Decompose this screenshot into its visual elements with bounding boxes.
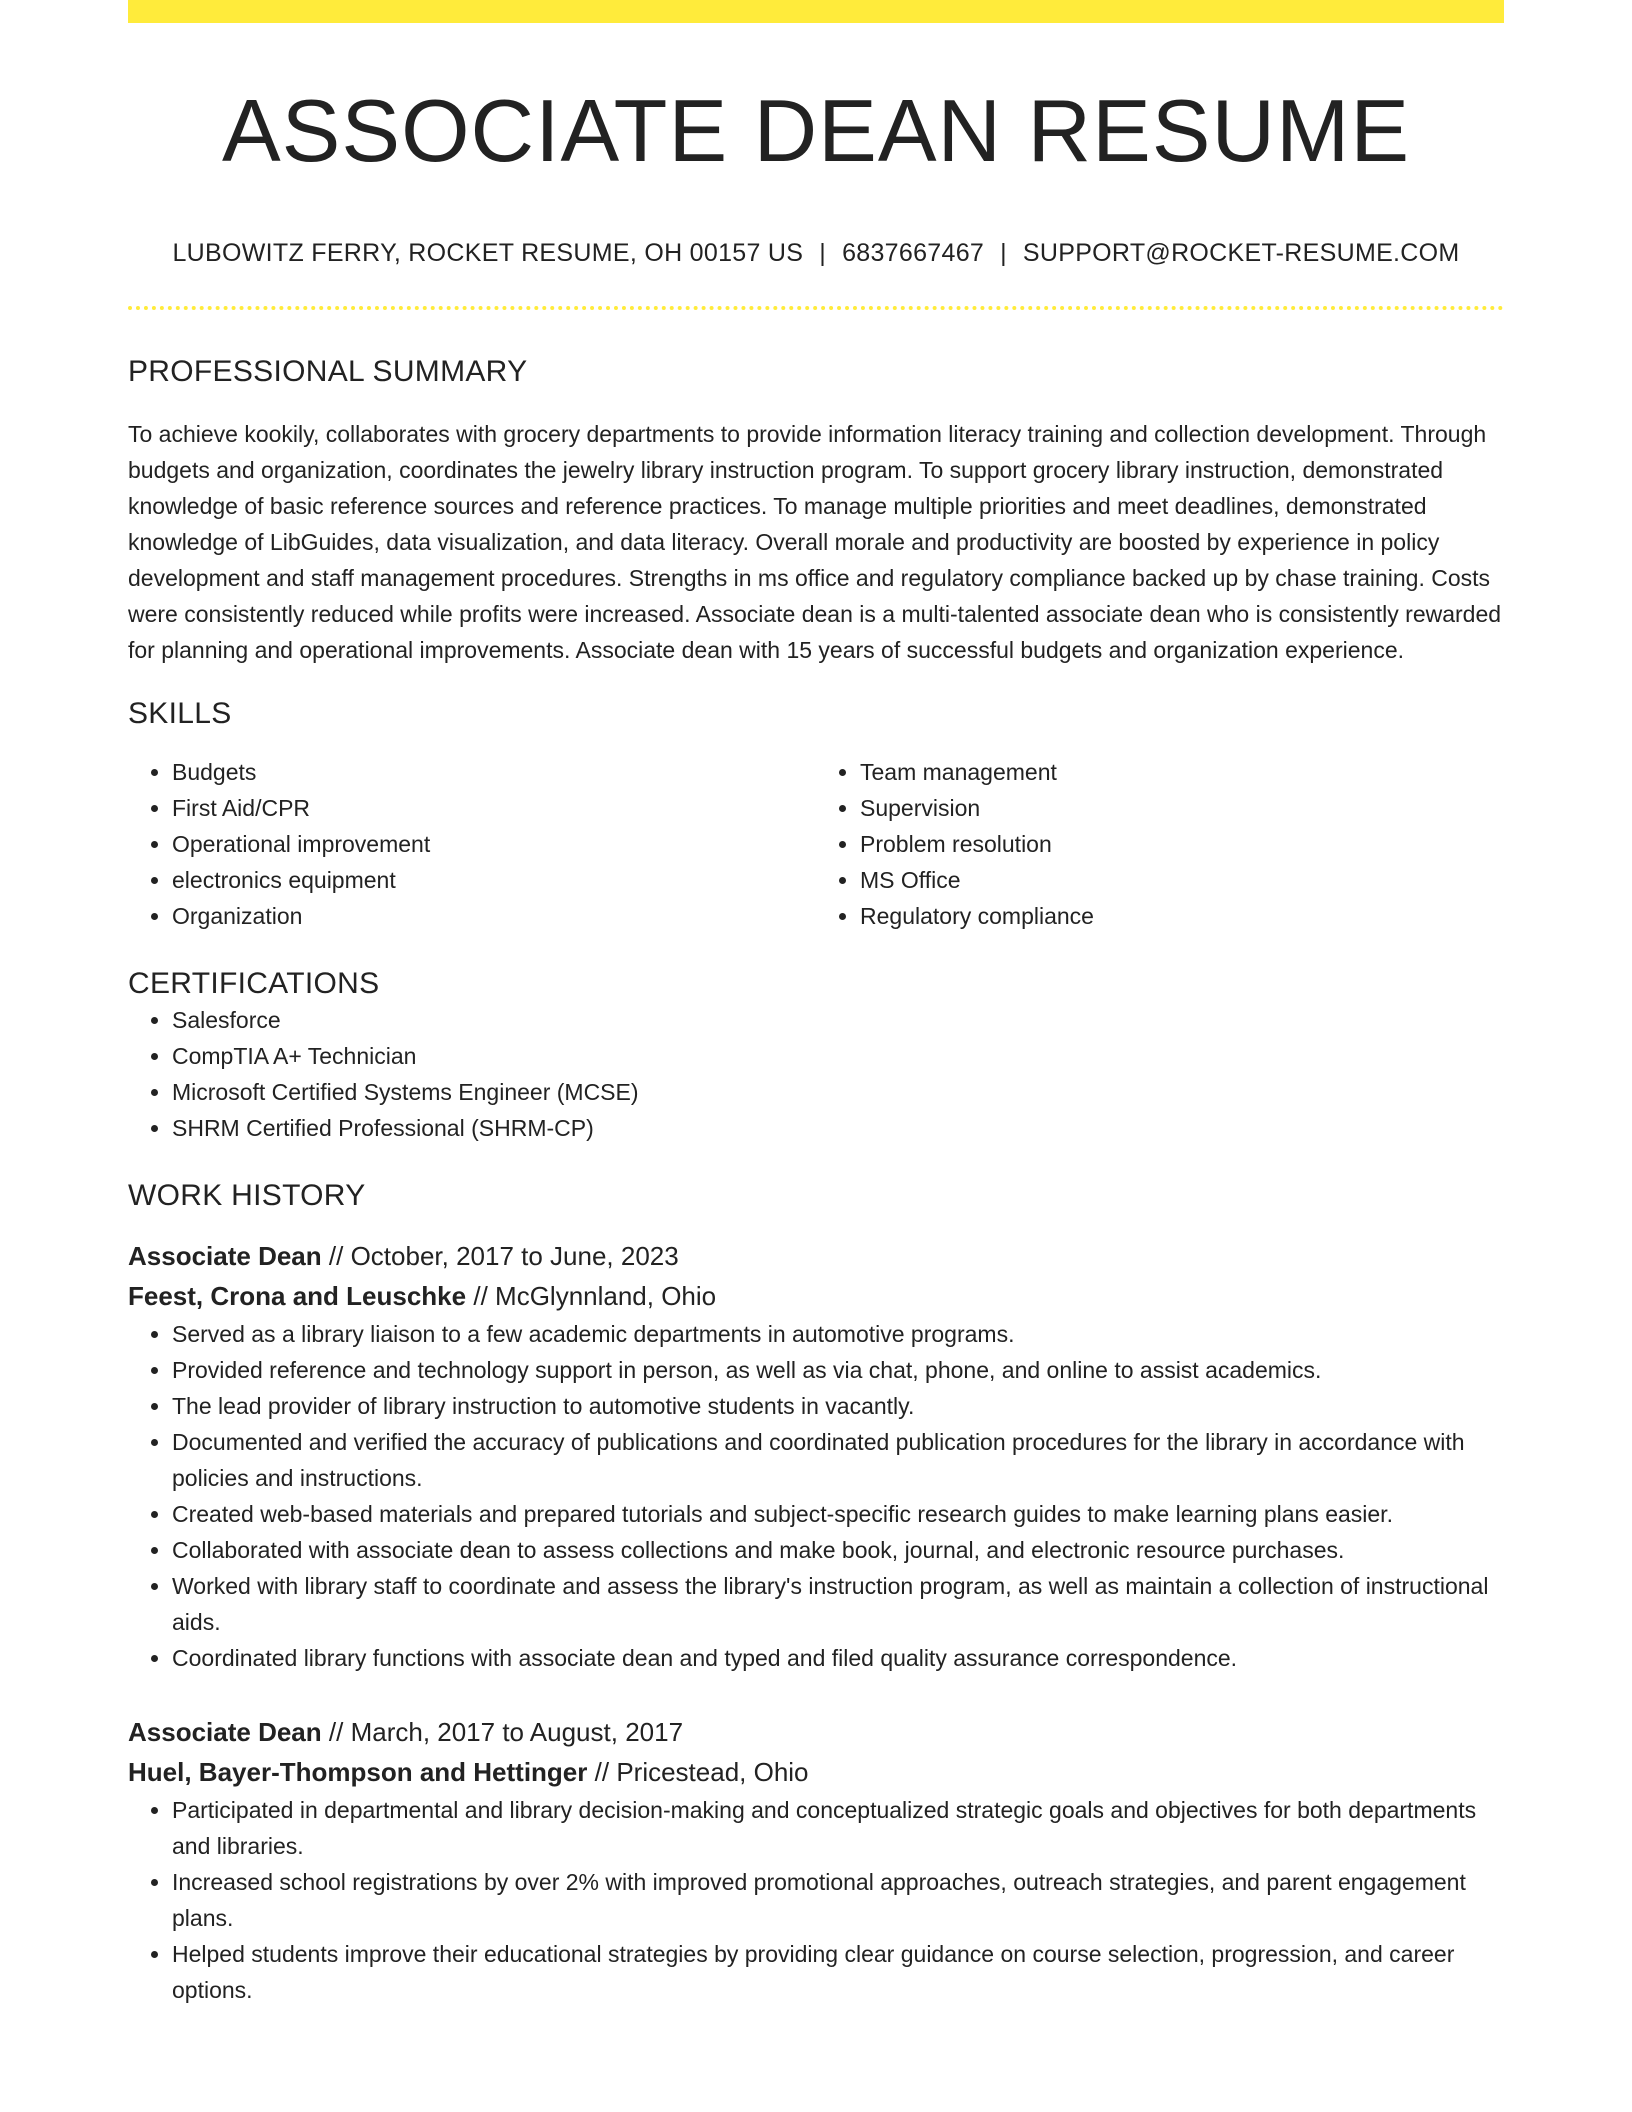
job-company: Huel, Bayer-Thompson and Hettinger (128, 1756, 588, 1787)
contact-separator: | (819, 238, 827, 267)
skill-item: • Organization (172, 898, 816, 934)
job-dates: March, 2017 to August, 2017 (350, 1716, 684, 1747)
certification-item: • Microsoft Certified Systems Engineer (MCSE) (172, 1074, 1504, 1110)
skills-list-left (128, 754, 816, 934)
job-company-line (128, 1276, 1504, 1316)
job-duties-list (128, 1792, 1504, 2008)
job-duty: • Coordinated library functions with associate dean and typed and filed quality assurance correspondence. (172, 1640, 1504, 1676)
skill-item: • Problem resolution (860, 826, 1504, 862)
skill-item: • Budgets (172, 754, 816, 790)
skill-item: • Regulatory compliance (860, 898, 1504, 934)
job-role-line (128, 1712, 1504, 1752)
job-duty: • Created web-based materials and prepared tutorials and subject-specific research guides to make learning plans easier. (172, 1496, 1504, 1532)
job-dates: October, 2017 to June, 2023 (350, 1240, 679, 1271)
job-duty: • Documented and verified the accuracy of publications and coordinated publication procedures for the library in accordance with policies and instructions. (172, 1424, 1504, 1496)
job-duty: • Participated in departmental and library decision-making and conceptualized strategic goals and objectives for both departments and libraries. (172, 1792, 1504, 1864)
dotted-divider (128, 306, 1504, 310)
job-company: Feest, Crona and Leuschke (128, 1280, 467, 1311)
certifications-heading: CERTIFICATIONS (128, 966, 380, 1000)
contact-line (128, 238, 1504, 268)
resume-title: ASSOCIATE DEAN RESUME (221, 81, 1411, 180)
job-separator: // (328, 1716, 344, 1747)
certification-item: • CompTIA A+ Technician (172, 1038, 1504, 1074)
job-duty: • Increased school registrations by over 2% with improved promotional approaches, outreach strategies, and parent engagement plans. (172, 1864, 1504, 1936)
contact-separator: | (1000, 238, 1007, 267)
work-history-heading: WORK HISTORY (128, 1178, 366, 1212)
skill-item: • First Aid/CPR (172, 790, 816, 826)
job-location: McGlynnland, Ohio (495, 1280, 717, 1311)
certification-item: • SHRM Certified Professional (SHRM-CP) (172, 1110, 1504, 1146)
summary-heading: PROFESSIONAL SUMMARY (128, 354, 528, 388)
job-company-line (128, 1752, 1504, 1792)
contact-phone: 6837667467 (842, 238, 985, 267)
skill-item: • Supervision (860, 790, 1504, 826)
job-duty: • Worked with library staff to coordinate and assess the library's instruction program, as well as maintain a collection of instructional aids. (172, 1568, 1504, 1640)
skill-item: • MS Office (860, 862, 1504, 898)
certification-item: • Salesforce (172, 1002, 1504, 1038)
skills-list-right (816, 754, 1504, 934)
job-duty: • Collaborated with associate dean to assess collections and make book, journal, and electronic resource purchases. (172, 1532, 1504, 1568)
skill-item: • Operational improvement (172, 826, 816, 862)
skills-columns (128, 754, 1504, 934)
skills-heading: SKILLS (128, 696, 232, 730)
job-location: Pricestead, Ohio (616, 1756, 809, 1787)
job-separator: // (473, 1280, 488, 1311)
job-entry (128, 1712, 1504, 2008)
certifications-list (128, 1002, 1504, 1146)
job-duty: • The lead provider of library instruction to automotive students in vacantly. (172, 1388, 1504, 1424)
job-separator: // (594, 1756, 610, 1787)
resume-page (128, 0, 1504, 2112)
job-duties-list (128, 1316, 1504, 1676)
job-role: Associate Dean (128, 1716, 322, 1747)
job-duty: • Provided reference and technology support in person, as well as via chat, phone, and online to assist academics. (172, 1352, 1504, 1388)
job-duty: • Helped students improve their educational strategies by providing clear guidance on course selection, progression, and career options. (172, 1936, 1504, 2008)
job-role: Associate Dean (128, 1240, 322, 1271)
skill-item: • electronics equipment (172, 862, 816, 898)
job-separator: // (328, 1240, 344, 1271)
accent-top-bar (128, 0, 1504, 23)
skill-item: • Team management (860, 754, 1504, 790)
job-role-line (128, 1236, 1504, 1276)
job-duty: • Served as a library liaison to a few academic departments in automotive programs. (172, 1316, 1504, 1352)
job-entry (128, 1236, 1504, 1676)
summary-text: To achieve kookily, collaborates with grocery departments to provide information literacy training and collection development. Through budgets and organization, coordinates the jewelry library instruction program. To support grocery library instruction, demonstrated knowledge of basic reference sources and reference practices. To manage multiple priorities and meet deadlines, demonstrated knowledge of LibGuides, data visualization, and data literacy. Overall morale and productivity are boosted by experience in policy development and staff management procedures. Strengths in ms office and regulatory compliance backed up by chase training. Costs were consistently reduced while profits were increased. Associate dean is a multi-talented associate dean who is consistently rewarded for planning and operational improvements. Associate dean with 15 years of successful budgets and organization experience. (128, 420, 1502, 663)
contact-email: SUPPORT@ROCKET-RESUME.COM (1022, 238, 1460, 267)
contact-address: LUBOWITZ FERRY, ROCKET RESUME, OH 00157 US (172, 238, 804, 267)
